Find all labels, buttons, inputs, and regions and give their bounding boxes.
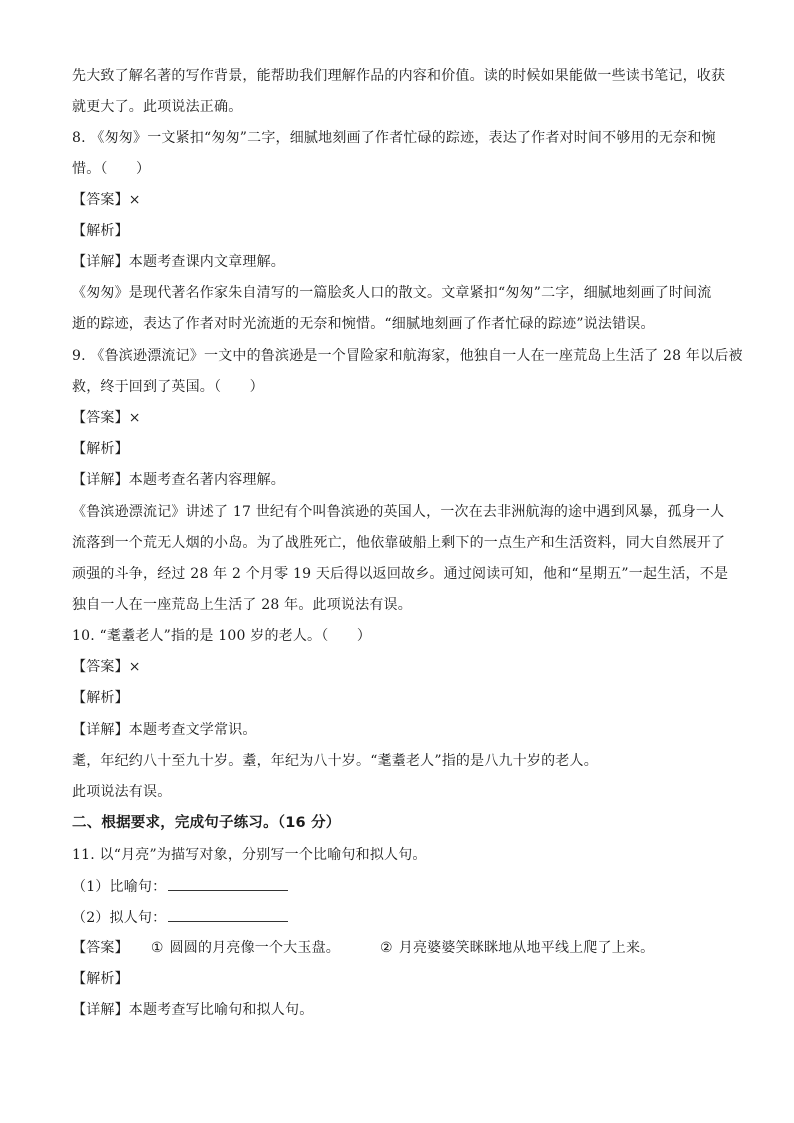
question-11-answer (72, 938, 654, 958)
answer-blank[interactable] (168, 907, 288, 922)
analysis-label: 【解析】 (72, 441, 129, 457)
detail-line: 【详解】本题考查写比喻句和拟人句。 (72, 1002, 314, 1018)
explanation-line: 顽强的斗争，经过 28 年 2 个月零 19 天后得以返回故乡。通过阅读可知，他和“星期五”一起生活，不是 (72, 566, 729, 582)
question-9-stem: 9. 《鲁滨逊漂流记》一文中的鲁滨逊是一个冒险家和航海家，他独自一人在一座荒岛上生活了 28 年以后被 (72, 348, 743, 364)
explanation-line: 《鲁滨逊漂流记》讲述了 17 世纪有个叫鲁滨逊的英国人，一次在去非洲航海的途中遇到风暴，孤身一人 (72, 504, 725, 520)
answer-label: 【答案】× (72, 192, 141, 208)
answer-label: 【答案】× (72, 410, 141, 426)
detail-line: 【详解】本题考查课内文章理解。 (72, 254, 285, 270)
explanation-line: 耄，年纪约八十至九十岁。耋，年纪为八十岁。“耄耋老人”指的是八九十岁的老人。 (72, 753, 598, 769)
circled-number-2: ② (379, 940, 393, 956)
explanation-line: 《匆匆》是现代著名作家朱自清写的一篇脍炙人口的散文。文章紧扣“匆匆”二字，细腻地刻画了时间流 (72, 285, 712, 301)
question-10-stem: 10. “耄耋老人”指的是 100 岁的老人。（ ） (72, 628, 372, 644)
question-11-part-1 (72, 876, 288, 897)
analysis-label: 【解析】 (72, 971, 129, 987)
question-8-stem-cont: 惜。（ ） (72, 161, 151, 177)
question-11-stem: 11. 以“月亮”为描写对象，分别写一个比喻句和拟人句。 (72, 847, 427, 863)
part-2-label: （2）拟人句： (72, 910, 167, 926)
question-11-part-2 (72, 907, 288, 928)
question-8-stem: 8. 《匆匆》一文紧扣“匆匆”二字，细腻地刻画了作者忙碌的踪迹，表达了作者对时间不够用的无奈和惋 (72, 130, 716, 146)
answer-blank[interactable] (168, 876, 288, 891)
answer-1-text: 圆圆的月亮像一个大玉盘。 (169, 940, 340, 956)
text-line: 先大致了解名著的写作背景，能帮助我们理解作品的内容和价值。读的时候如果能做一些读书笔记，收获 (72, 68, 726, 84)
detail-line: 【详解】本题考查文学常识。 (72, 722, 257, 738)
question-9-stem-cont: 救，终于回到了英国。（ ） (72, 379, 264, 395)
explanation-line: 逝的踪迹，表达了作者对时光流逝的无奈和惋惜。“细腻地刻画了作者忙碌的踪迹”说法错误。 (72, 316, 655, 332)
answer-2-text: 月亮婆婆笑眯眯地从地平线上爬了上来。 (398, 940, 655, 956)
circled-number-1: ① (150, 940, 164, 956)
text-line: 就更大了。此项说法正确。 (72, 99, 243, 115)
analysis-label: 【解析】 (72, 223, 129, 239)
section-title: 二、根据要求，完成句子练习。（16 分） (72, 815, 341, 831)
explanation-line: 此项说法有误。 (72, 784, 172, 800)
detail-line: 【详解】本题考查名著内容理解。 (72, 472, 285, 488)
explanation-line: 流落到一个荒无人烟的小岛。为了战胜死亡，他依靠破船上剩下的一点生产和生活资料，同大自然展开了 (72, 535, 726, 551)
answer-label: 【答案】× (72, 659, 141, 675)
part-1-label: （1）比喻句： (72, 879, 167, 895)
answer-label: 【答案】 (72, 940, 129, 956)
analysis-label: 【解析】 (72, 690, 129, 706)
explanation-line: 独自一人在一座荒岛上生活了 28 年。此项说法有误。 (72, 597, 412, 613)
